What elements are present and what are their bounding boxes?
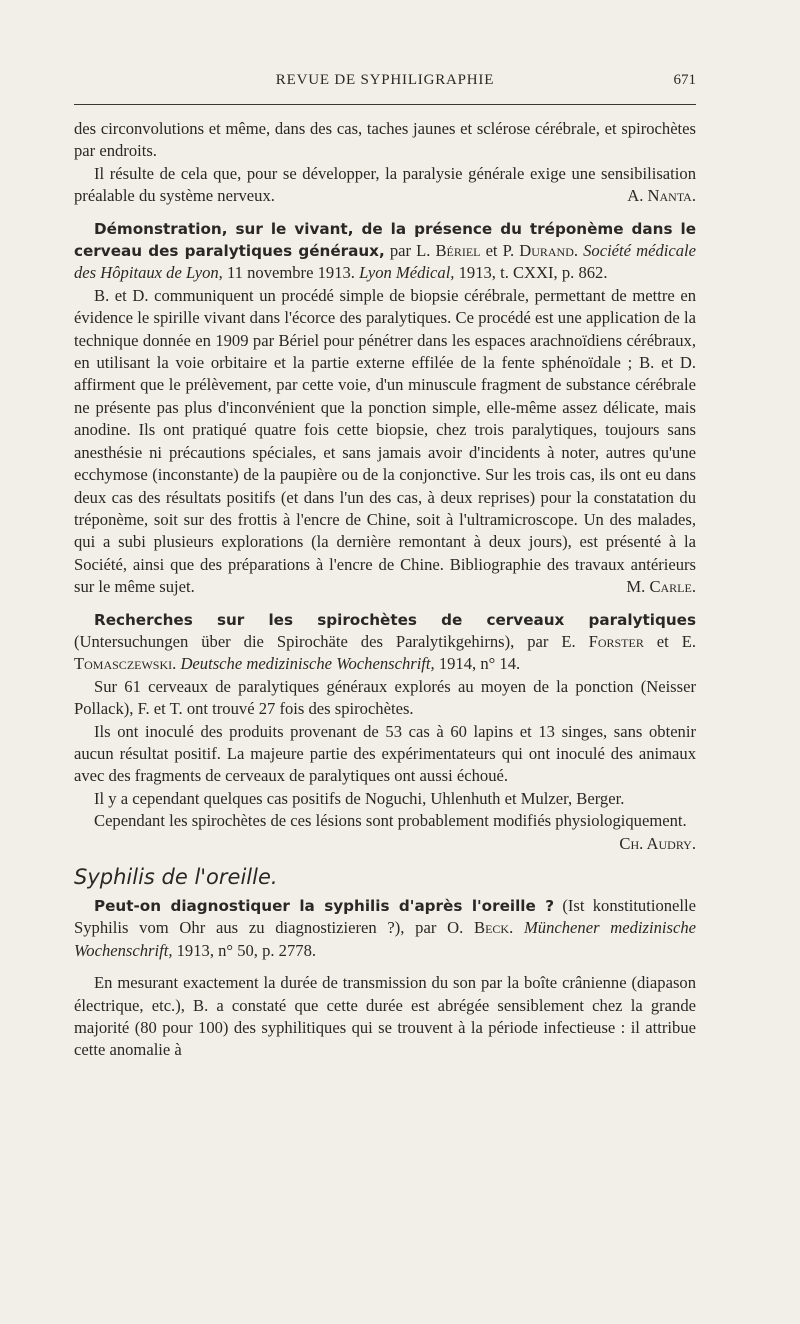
article-1-title: Démonstration, sur le vivant, de la présence du tréponème dans le cerveau des paralytiques généraux, <box>74 219 696 261</box>
article-1-body-text: B. et D. communiquent un procédé simple de biopsie cérébrale, permettant de mettre en évidence le spirille vivant dans l'écorce des paralytiques. Ce procédé est une application de la technique donnée en 1909 par Bériel pour pénétrer dans les espaces arachnoïdiens cérébraux, en utilisant la voie orbitaire et la partie externe effilée de la fente sphénoïdale ; B. et D. affirment que le prélèvement, par cette voie, d'un minuscule fragment de substance cérébrale ne présente pas plus d'inconvénient que la ponction simple, elle-même assez délicate, mais anodine. Ils ont pratiqué quatre fois cette biopsie, chez trois paralytiques, toujours sans anesthésie ni précautions spéciales, et sans jamais avoir d'incidents à noter, autres qu'une ecchymose (inconstante) de la paupière ou de la conjonctive. Sur les trois cas, ils ont eu dans deux cas des résultats positifs (et dans l'un des cas, à deux reprises) pour la constatation du tréponème, soit sur des frottis à l'encre de Chine, soit à l'ultramicroscope. Un des malades, qui a subi plusieurs explorations (la dernière remontant à deux jours), est présenté à la Société, ainsi que des préparations à l'encre de Chine. Bibliographie des travaux antérieurs sur le même sujet. <box>74 285 696 597</box>
article-3-heading <box>74 895 696 962</box>
article-1-and: et P. <box>480 241 520 261</box>
article-1-by: par L. <box>384 241 436 261</box>
article-1-author-2: Durand. <box>519 241 579 261</box>
article-3-ref: 1913, n° 50, p. 2778. <box>172 940 317 960</box>
running-title: REVUE DE SYPHILIGRAPHIE <box>275 72 495 88</box>
section-title: Syphilis de l'oreille. <box>74 865 278 889</box>
article-3-title: Peut-on diagnostiquer la syphilis d'après l'oreille ? <box>94 897 555 915</box>
article-2-paragraph-4 <box>74 810 696 855</box>
article-3-subtitle: (Ist konstitutionelle Syphilis vom Ohr aus zu diagnostizieren ?), par O. <box>74 896 696 938</box>
journal-page <box>74 68 697 1060</box>
article-2-subtitle: (Untersuchungen über die Spirochäte des Paralytikgehirns), par E. <box>74 631 589 651</box>
article-1-body <box>74 285 696 599</box>
signature-nanta: A. Nanta. <box>627 186 696 206</box>
continuation-paragraph: des circonvolutions et même, dans des cas, taches jaunes et sclérose cérébrale, et spirochètes par endroits. <box>74 119 696 161</box>
article-1-author-1: Bériel <box>435 241 481 261</box>
page-header <box>74 68 696 98</box>
article-2-author-2: Tomasczewski. <box>74 654 177 674</box>
article-3-journal: Münchener medizinische Wochenschrift, <box>74 918 697 960</box>
article-1-society: Société médicale des Hôpitaux de Lyon, <box>74 241 696 283</box>
article-2-paragraph-4-text: Cependant les spirochètes de ces lésions sont probablement modifiés physiologiquement. <box>94 811 687 831</box>
body-text <box>74 118 696 1062</box>
page-number: 671 <box>673 72 696 88</box>
article-2-ref: 1914, n° 14. <box>434 654 521 674</box>
article-2-and: et E. <box>643 631 696 651</box>
article-2-heading <box>74 609 696 676</box>
article-1-heading <box>74 218 696 285</box>
article-3-author: Beck. <box>474 918 514 938</box>
header-rule <box>74 104 696 105</box>
article-1-journal: Lyon Médical, <box>359 263 455 283</box>
article-1-date: 11 novembre 1913. <box>222 263 360 283</box>
conclusion-paragraph <box>74 163 696 208</box>
article-2-journal: Deutsche medizinische Wochenschrift, <box>176 654 435 674</box>
article-2-author-1: Forster <box>588 631 644 651</box>
signature-carle: M. Carle. <box>626 577 696 597</box>
article-3-body: En mesurant exactement la durée de transmission du son par la boîte crânienne (diapason électrique, etc.), B. a constaté que cette durée est abrégée sensiblement chez la grande majorité (80 pour 100) des syphilitiques qui se trouvent à la période infectieuse : il attribue cette anomalie à <box>74 973 696 1060</box>
article-2-paragraph-3: Il y a cependant quelques cas positifs de Noguchi, Uhlenhuth et Mulzer, Berger. <box>94 788 625 808</box>
article-1-ref: 1913, t. CXXI, p. 862. <box>454 263 608 283</box>
article-2-paragraph-1: Sur 61 cerveaux de paralytiques généraux explorés au moyen de la ponction (Neisser Pollack), F. et T. ont trouvé 27 fois des spirochètes. <box>74 676 696 719</box>
conclusion-text: Il résulte de cela que, pour se développer, la paralysie générale exige une sensibilisation préalable du système nerveux. <box>74 163 696 206</box>
article-2-title: Recherches sur les spirochètes de cerveaux paralytiques <box>94 610 696 629</box>
signature-audry: Ch. Audry. <box>619 833 696 853</box>
article-2-paragraph-2: Ils ont inoculé des produits provenant de 53 cas à 60 lapins et 13 singes, sans obtenir aucun résultat positif. La majeure partie des expérimentateurs qui ont inoculé des animaux avec des fragments de cerveaux de paralytiques ont aussi échoué. <box>74 721 696 786</box>
